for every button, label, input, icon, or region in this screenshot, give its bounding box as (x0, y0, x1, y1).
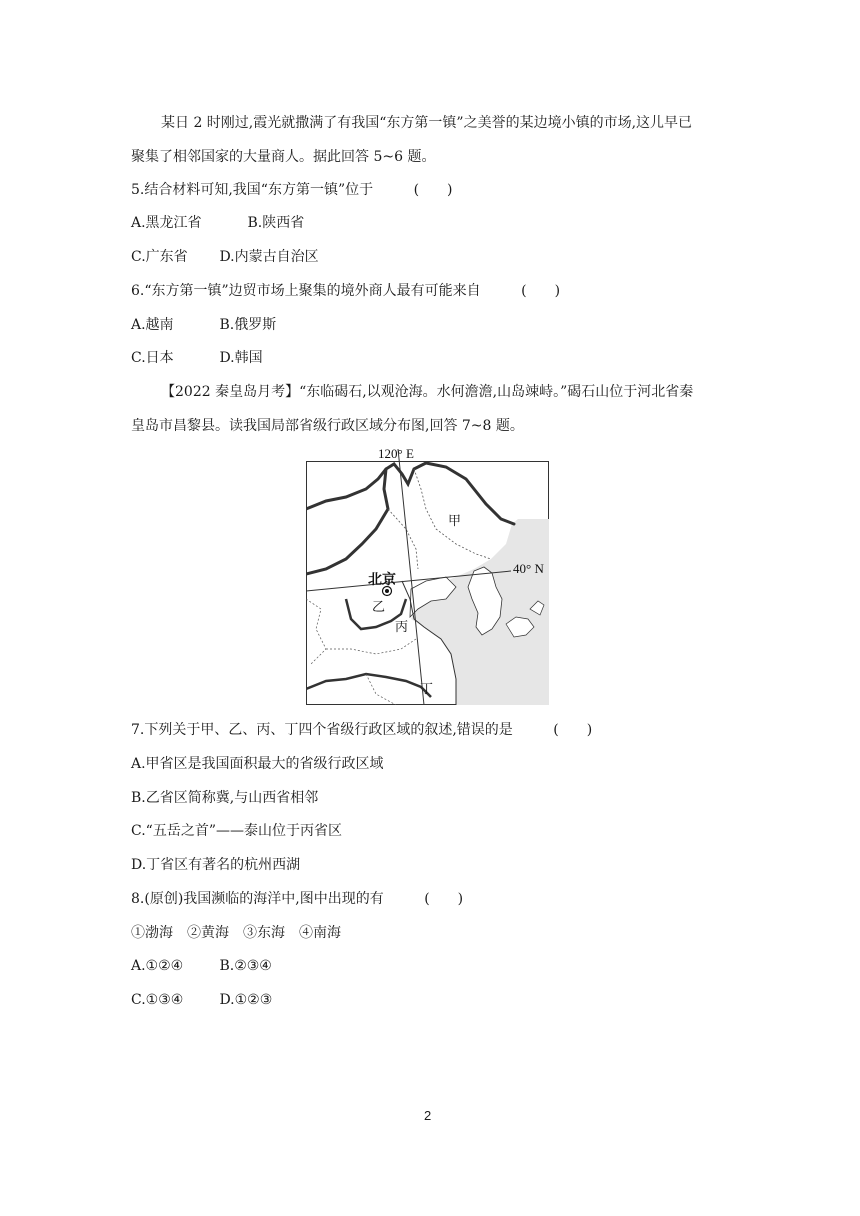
question-5-options-row-1 (131, 213, 304, 233)
label-ding: 丁 (420, 682, 434, 697)
question-7-option-c: C.“五岳之首”——泰山位于丙省区 (131, 823, 342, 839)
question-5-option-a: A.黑龙江省 (131, 215, 202, 231)
question-8-option-a: A.①②④ (131, 958, 184, 974)
question-5-options-row-2 (131, 247, 319, 267)
question-7-option-b: B.乙省区简称冀,与山西省相邻 (131, 790, 319, 806)
question-8-options-row-2 (131, 990, 272, 1010)
question-8-option-b: B.②③④ (219, 958, 272, 974)
question-5-option-b: B.陕西省 (247, 215, 305, 231)
latitude-label: 40° N (513, 561, 544, 576)
question-6-stem (131, 281, 560, 301)
question-5-text: 5.结合材料可知,我国“东方第一镇”位于 (131, 182, 374, 198)
question-5-answer-bracket: ( ) (413, 182, 453, 198)
question-7-option-d: D.丁省区有著名的杭州西湖 (131, 857, 301, 873)
label-bing: 丙 (395, 620, 409, 635)
question-8-items: ①渤海 ②黄海 ③东海 ④南海 (131, 925, 341, 941)
question-8-option-d: D.①②③ (219, 992, 273, 1008)
longitude-label: 120° E (378, 449, 414, 461)
intro-paragraph-2-line-2: 皇岛市昌黎县。读我国局部省级行政区域分布图,回答 7~8 题。 (131, 418, 524, 434)
question-7-option-a: A.甲省区是我国面积最大的省级行政区域 (131, 756, 384, 772)
question-5-stem (131, 180, 453, 200)
sea-area-east (518, 519, 549, 705)
label-jia: 甲 (448, 514, 462, 529)
beijing-label: 北京 (368, 572, 396, 588)
intro-paragraph-1-line-2: 聚集了相邻国家的大量商人。据此回答 5~6 题。 (131, 149, 436, 165)
question-6-option-a: A.越南 (131, 317, 174, 333)
question-8-stem (131, 889, 463, 909)
question-8-options-row-1 (131, 956, 272, 976)
question-6-option-b: B.俄罗斯 (219, 317, 277, 333)
page-number: 2 (424, 1108, 432, 1123)
question-6-option-d: D.韩国 (219, 350, 263, 366)
question-8-answer-bracket: ( ) (424, 891, 464, 907)
question-6-options-row-1 (131, 315, 276, 335)
question-5-option-d: D.内蒙古自治区 (219, 249, 319, 265)
intro-paragraph-2-line-1: 【2022 秦皇岛月考】“东临碣石,以观沧海。水何澹澹,山岛竦峙。”碣石山位于河北省秦 (161, 384, 694, 400)
question-6-answer-bracket: ( ) (521, 283, 561, 299)
question-6-text: 6.“东方第一镇”边贸市场上聚集的境外商人最有可能来自 (131, 283, 481, 299)
intro-paragraph-1-line-1: 某日 2 时刚过,霞光就撒满了有我国“东方第一镇”之美誉的某边境小镇的市场,这儿早已 (161, 115, 693, 131)
question-6-option-c: C.日本 (131, 350, 174, 366)
province-map (306, 449, 549, 705)
question-8-option-c: C.①③④ (131, 992, 184, 1008)
question-8-text: 8.(原创)我国濒临的海洋中,图中出现的有 (131, 891, 384, 907)
label-yi: 乙 (372, 600, 386, 615)
question-5-option-c: C.广东省 (131, 249, 188, 265)
question-7-answer-bracket: ( ) (553, 722, 593, 738)
question-6-options-row-2 (131, 348, 263, 368)
question-7-stem (131, 720, 592, 740)
question-7-text: 7.下列关于甲、乙、丙、丁四个省级行政区域的叙述,错误的是 (131, 722, 513, 738)
